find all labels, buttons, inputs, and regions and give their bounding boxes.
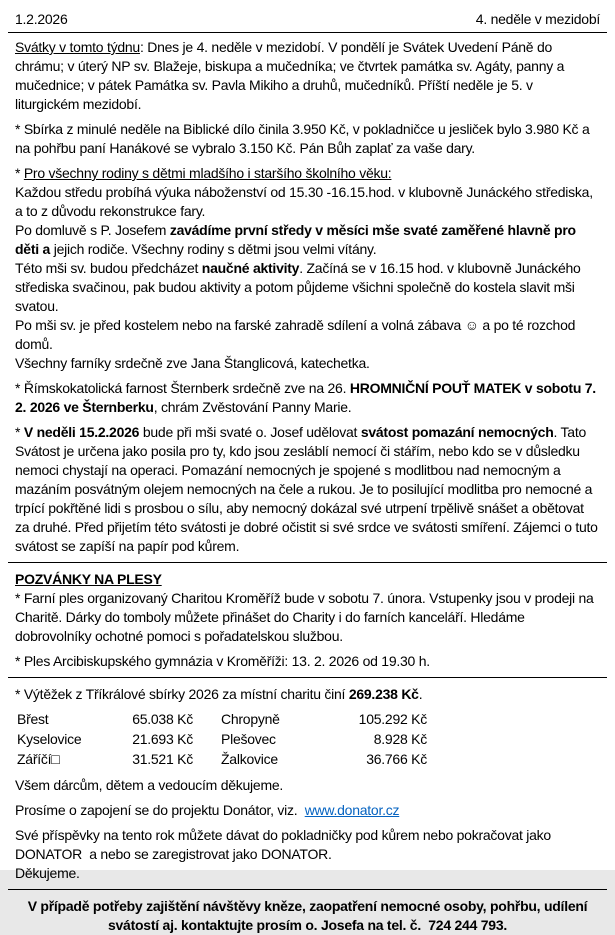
text-run: 269.238 Kč bbox=[348, 686, 419, 702]
paragraph-vytezek-sbirky bbox=[8, 685, 607, 704]
paragraph-prispevky bbox=[8, 826, 607, 883]
paragraph-hromnicni-pout bbox=[8, 379, 607, 417]
text-run: Svátky v tomto týdnu bbox=[15, 39, 140, 55]
document-body bbox=[8, 33, 607, 935]
paragraph-donator bbox=[8, 801, 607, 820]
paragraph-sbirka bbox=[8, 120, 607, 158]
text-run: Své příspěvky na tento rok můžete dávat do pokladničky pod kůrem nebo pokračovat jako DONATOR a nebo se zaregistrovat jako DONATOR. bbox=[15, 827, 551, 862]
table-row bbox=[17, 730, 427, 750]
text-run: * bbox=[15, 424, 24, 440]
text-run: Pro všechny rodiny s dětmi mladšího i staršího školního věku: bbox=[23, 165, 392, 181]
horizontal-rule-2 bbox=[8, 677, 607, 678]
text-run: POZVÁNKY NA PLESY bbox=[15, 571, 162, 587]
text-run: naučné aktivity bbox=[201, 260, 300, 276]
paragraph-podekovani-darcum bbox=[8, 776, 607, 795]
donator-link[interactable]: www.donator.cz bbox=[304, 802, 400, 818]
text-run: . Tato Svátost je určena jako posila pro ty, kdo jsou zesláblí nemocí či stářím, nebo kdo se v důsledku nemoci chystají na operaci. Pomazání nemocných je spojené s modlitbou nad nemocným a mazáním posvátným olejem nemocných na čele a rukou. Je to posilující modlitba pro nemocné a trpící pokřtěné lidi s prosbou o sílu, aby nemocný dokázal své utrpení trpělivě snášet a obětovat za druhé. Před přijetím této svátosti je dobré očistit si své srdce ve svátosti smíření. Zájemci o tuto svátost se zapíší na papír pod kůrem. bbox=[15, 424, 598, 554]
text-run: , chrám Zvěstování Panny Marie. bbox=[153, 399, 352, 415]
header-title: 4. neděle v mezidobí bbox=[475, 11, 600, 27]
table-cell: 105.292 Kč bbox=[358, 711, 427, 727]
text-run: * Římskokatolická farnost Šternberk srdečně zve na 26. bbox=[15, 380, 350, 396]
paragraph-kontakt-knez bbox=[8, 897, 607, 935]
table-row bbox=[17, 710, 427, 730]
text-run: * Ples Arcibiskupského gymnázia v Kroměříži: 13. 2. 2026 od 19.30 h. bbox=[15, 653, 430, 669]
text-run: Každou středu probíhá výuka náboženství od 15.30 -16.15.hod. v klubovně Junáckého střediska, a to z důvodu rekonstrukce fary. bbox=[15, 184, 593, 219]
table-cell: Kyselovice bbox=[17, 731, 82, 747]
text-run: svátost pomazání nemocných bbox=[360, 424, 554, 440]
text-run: bude při mši svaté o. Josef udělovat bbox=[139, 424, 361, 440]
collection-table bbox=[17, 710, 427, 770]
page-header bbox=[8, 10, 607, 33]
text-run: . bbox=[418, 686, 423, 702]
text-run: V případě potřeby zajištění návštěvy kněze, zaopatření nemocné osoby, pohřbu, udílení svátostí aj. kontaktujte prosím o. Josefa na tel. č. 724 244 793. bbox=[27, 898, 588, 933]
text-run: Všechny farníky srdečně zve Jana Štanglicová, katechetka. bbox=[15, 355, 370, 371]
text-run: : Dnes je 4. neděle v mezidobí. V pondělí je Svátek Uvedení Páně do chrámu; v úterý NP sv. Blažeje, biskupa a mučedníka; ve čtvrtek památka sv. Agáty, panny a mučednice; v pátek Památka sv. Pavla Mikiho a druhů, mučedníků. Příští neděle je 5. v liturgickém mezidobí. bbox=[15, 39, 565, 112]
table-cell: Břest bbox=[17, 711, 49, 727]
text-run: Po domluvě s P. Josefem bbox=[15, 222, 170, 238]
paragraph-pomazani-nemocnych bbox=[8, 423, 607, 556]
text-run: Děkujeme. bbox=[15, 865, 80, 881]
text-run: * Farní ples organizovaný Charitou Kroměříž bude v sobotu 7. února. Vstupenky jsou v prodeji na Charitě. Dárky do tomboly můžete přinášet do Charity i do farních kanceláří. Hledáme dobrovolníky ochotné pomoci s pořadatelskou službou. bbox=[15, 590, 594, 644]
table-cell: 36.766 Kč bbox=[366, 751, 427, 767]
paragraph-ples-gymnazia bbox=[8, 652, 607, 671]
horizontal-rule-1 bbox=[8, 562, 607, 563]
text-run: * bbox=[15, 165, 24, 181]
table-cell: 21.693 Kč bbox=[132, 731, 193, 747]
paragraph-svatky bbox=[8, 38, 607, 114]
table-cell: 8.928 Kč bbox=[373, 731, 427, 747]
header-date: 1.2.2026 bbox=[15, 11, 68, 27]
table-cell: Žalkovice bbox=[221, 751, 278, 767]
table-cell: Záříčí□ bbox=[17, 751, 60, 767]
text-run: * Sbírka z minulé neděle na Biblické dílo činila 3.950 Kč, v pokladničce u jesliček bylo 3.980 Kč a na pohřbu paní Hanákové se vybralo 3.150 Kč. Pán Bůh zaplať za vaše dary. bbox=[15, 121, 590, 156]
text-run: HROMNIČNÍ POUŤ MATEK v sobotu 7. 2. 2026 ve Šternberku bbox=[15, 380, 596, 415]
text-run: jejich rodiče. Všechny rodiny s dětmi jsou velmi vítány. bbox=[50, 241, 377, 257]
table-cell: Chropyně bbox=[221, 711, 280, 727]
text-run: . Začíná se v 16.15 hod. v klubovně Junáckého střediska svačinou, pak budou aktivity a potom půjdeme všichni společně do kostela slavit mši svatou. bbox=[15, 260, 581, 314]
paragraph-rodiny-s-detmi bbox=[8, 164, 607, 373]
text-run: Této mši sv. budou předcházet bbox=[15, 260, 202, 276]
horizontal-rule-3 bbox=[8, 889, 607, 890]
text-run: Prosíme o zapojení se do projektu Donátor, viz. bbox=[15, 802, 305, 818]
table-cell: Plešovec bbox=[221, 731, 276, 747]
text-run: * Výtěžek z Tříkrálové sbírky 2026 za místní charitu činí bbox=[15, 686, 349, 702]
table-row bbox=[17, 750, 427, 770]
text-run: V neděli 15.2.2026 bbox=[23, 424, 140, 440]
table-cell: 31.521 Kč bbox=[132, 751, 193, 767]
paragraph-pozvanky-na-plesy bbox=[8, 570, 607, 646]
text-run: zavádíme první středy v měsíci mše svaté zaměřené hlavně pro děti a bbox=[15, 222, 576, 257]
table-cell: 65.038 Kč bbox=[132, 711, 193, 727]
text-run: Po mši sv. je před kostelem nebo na farské zahradě sdílení a volná zábava ☺ a po té rozchod domů. bbox=[15, 317, 576, 352]
text-run: Všem dárcům, dětem a vedoucím děkujeme. bbox=[15, 777, 284, 793]
